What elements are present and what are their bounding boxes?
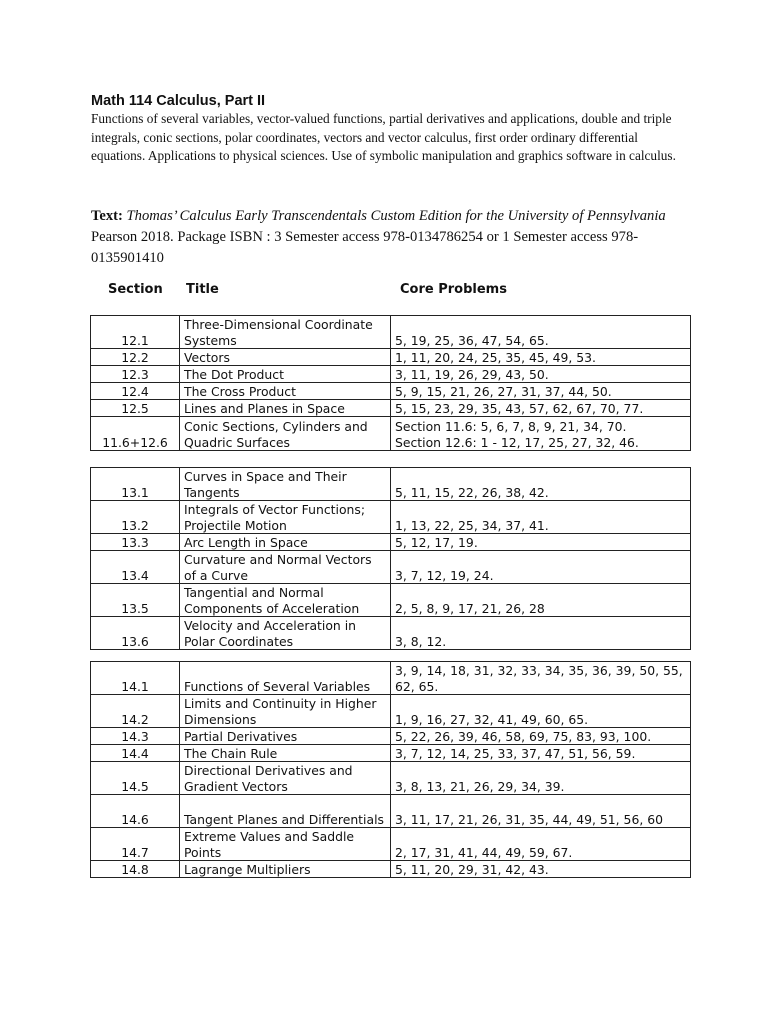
section-title: Tangential and Normal Components of Acceleration xyxy=(180,584,391,617)
core-problems: 5, 22, 26, 39, 46, 58, 69, 75, 83, 93, 100. xyxy=(391,728,691,745)
section-number: 12.1 xyxy=(91,316,180,349)
core-problems: 2, 5, 8, 9, 17, 21, 26, 28 xyxy=(391,584,691,617)
section-title: Lagrange Multipliers xyxy=(180,861,391,878)
table-row xyxy=(91,617,691,650)
text-label: Text: xyxy=(91,208,123,224)
table-row xyxy=(91,695,691,728)
core-problems xyxy=(391,417,691,451)
section-title: The Dot Product xyxy=(180,366,391,383)
table-row xyxy=(91,828,691,861)
core-problems: 3, 11, 17, 21, 26, 31, 35, 44, 49, 51, 56, 60 xyxy=(391,795,691,828)
table-row xyxy=(91,662,691,695)
core-problems: 5, 19, 25, 36, 47, 54, 65. xyxy=(391,316,691,349)
section-number: 13.2 xyxy=(91,501,180,534)
core-problems: 3, 9, 14, 18, 31, 32, 33, 34, 35, 36, 39, 50, 55, 62, 65. xyxy=(391,662,691,695)
table-row xyxy=(91,417,691,451)
core-problems: 5, 9, 15, 21, 26, 27, 31, 37, 44, 50. xyxy=(391,383,691,400)
table-row xyxy=(91,383,691,400)
section-number: 14.1 xyxy=(91,662,180,695)
table-row xyxy=(91,861,691,878)
column-header-core-problems: Core Problems xyxy=(400,282,507,297)
table-row xyxy=(91,795,691,828)
textbook-info xyxy=(91,206,681,269)
table-row xyxy=(91,534,691,551)
section-title: Velocity and Acceleration in Polar Coordinates xyxy=(180,617,391,650)
table-row xyxy=(91,468,691,501)
core-problems: 2, 17, 31, 41, 44, 49, 59, 67. xyxy=(391,828,691,861)
section-title: Conic Sections, Cylinders and Quadric Surfaces xyxy=(180,417,391,451)
section-number: 14.8 xyxy=(91,861,180,878)
section-number: 13.1 xyxy=(91,468,180,501)
section-number: 14.6 xyxy=(91,795,180,828)
core-problems: 1, 13, 22, 25, 34, 37, 41. xyxy=(391,501,691,534)
section-title: Partial Derivatives xyxy=(180,728,391,745)
core-problems: 5, 11, 20, 29, 31, 42, 43. xyxy=(391,861,691,878)
section-title: Directional Derivatives and Gradient Vectors xyxy=(180,762,391,795)
table-row xyxy=(91,762,691,795)
column-header-section: Section xyxy=(108,282,163,297)
section-number: 13.6 xyxy=(91,617,180,650)
course-description: Functions of several variables, vector-valued functions, partial derivatives and applications, double and triple integrals, conic sections, polar coordinates, vectors and vector calculus, first order ordinary differential equations. Applications to physical sciences. Use of symbolic manipulation and graphics software in calculus. xyxy=(91,111,676,164)
column-header-title: Title xyxy=(186,282,219,297)
table-row xyxy=(91,584,691,617)
section-title: Arc Length in Space xyxy=(180,534,391,551)
section-number: 11.6+12.6 xyxy=(91,417,180,451)
table-row xyxy=(91,349,691,366)
section-title: Lines and Planes in Space xyxy=(180,400,391,417)
section-number: 12.4 xyxy=(91,383,180,400)
textbook-title: Thomas’ Calculus Early Transcendentals Custom Edition for the University of Pennsylvania xyxy=(126,208,666,224)
section-number: 13.5 xyxy=(91,584,180,617)
core-problems: 3, 11, 19, 26, 29, 43, 50. xyxy=(391,366,691,383)
section-number: 13.3 xyxy=(91,534,180,551)
section-number: 12.3 xyxy=(91,366,180,383)
section-number: 12.2 xyxy=(91,349,180,366)
core-problems: 3, 8, 13, 21, 26, 29, 34, 39. xyxy=(391,762,691,795)
section-number: 14.4 xyxy=(91,745,180,762)
textbook-details: Pearson 2018. Package ISBN : 3 Semester access 978-0134786254 or 1 Semester access 978-0135901410 xyxy=(91,229,639,266)
section-number: 13.4 xyxy=(91,551,180,584)
table-row xyxy=(91,551,691,584)
section-title: Three-Dimensional Coordinate Systems xyxy=(180,316,391,349)
section-number: 12.5 xyxy=(91,400,180,417)
core-problems: 5, 12, 17, 19. xyxy=(391,534,691,551)
core-problems-line: Section 12.6: 1 - 12, 17, 25, 27, 32, 46. xyxy=(395,434,639,450)
section-title: Functions of Several Variables xyxy=(180,662,391,695)
core-problems: 3, 7, 12, 14, 25, 33, 37, 47, 51, 56, 59. xyxy=(391,745,691,762)
section-title: Vectors xyxy=(180,349,391,366)
chapter-13-table xyxy=(90,467,691,650)
table-row xyxy=(91,400,691,417)
table-row xyxy=(91,501,691,534)
section-title: The Cross Product xyxy=(180,383,391,400)
section-number: 14.7 xyxy=(91,828,180,861)
core-problems: 3, 7, 12, 19, 24. xyxy=(391,551,691,584)
course-title: Math 114 Calculus, Part II xyxy=(91,93,266,109)
table-row xyxy=(91,728,691,745)
chapter-12-table xyxy=(90,315,691,451)
core-problems: 5, 11, 15, 22, 26, 38, 42. xyxy=(391,468,691,501)
core-problems: 1, 11, 20, 24, 25, 35, 45, 49, 53. xyxy=(391,349,691,366)
chapter-14-table xyxy=(90,661,691,878)
section-number: 14.3 xyxy=(91,728,180,745)
table-row xyxy=(91,745,691,762)
section-number: 14.2 xyxy=(91,695,180,728)
section-title: Curvature and Normal Vectors of a Curve xyxy=(180,551,391,584)
section-title: Curves in Space and Their Tangents xyxy=(180,468,391,501)
table-row xyxy=(91,366,691,383)
core-problems: 1, 9, 16, 27, 32, 41, 49, 60, 65. xyxy=(391,695,691,728)
section-number: 14.5 xyxy=(91,762,180,795)
section-title: Tangent Planes and Differentials xyxy=(180,795,391,828)
section-title: The Chain Rule xyxy=(180,745,391,762)
table-row xyxy=(91,316,691,349)
section-title: Integrals of Vector Functions; Projectile Motion xyxy=(180,501,391,534)
core-problems-line: Section 11.6: 5, 6, 7, 8, 9, 21, 34, 70. xyxy=(395,419,627,434)
section-title: Extreme Values and Saddle Points xyxy=(180,828,391,861)
core-problems: 5, 15, 23, 29, 35, 43, 57, 62, 67, 70, 77. xyxy=(391,400,691,417)
core-problems: 3, 8, 12. xyxy=(391,617,691,650)
section-title: Limits and Continuity in Higher Dimensions xyxy=(180,695,391,728)
